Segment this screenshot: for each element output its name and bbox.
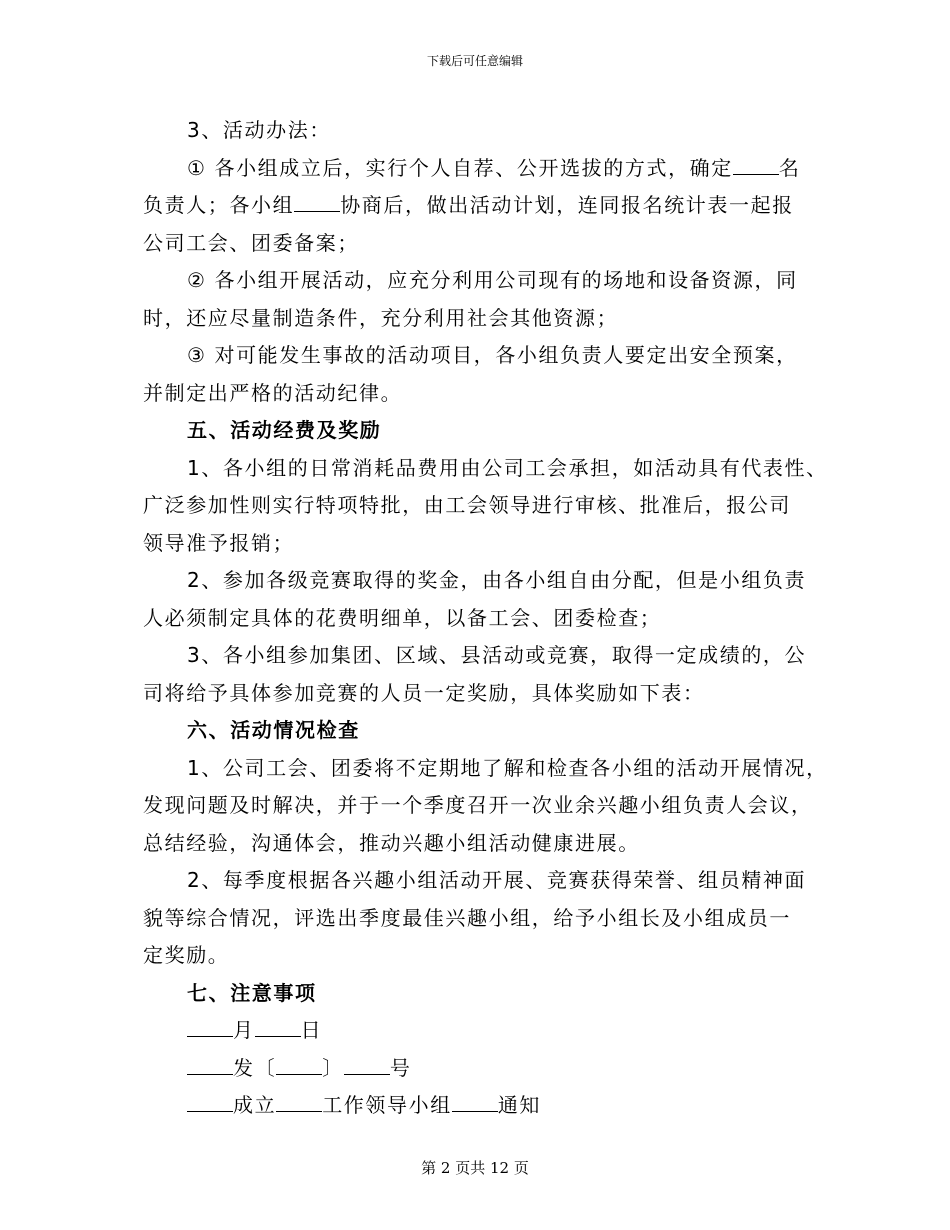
page-header: 下载后可任意编辑 <box>426 54 523 68</box>
paragraph-line: 领导准予报销； <box>143 530 295 555</box>
paragraph-line: 定奖励。 <box>143 943 230 967</box>
section-3-title: 3、活动办法： <box>187 118 331 142</box>
paragraph-line: 2、每季度根据各兴趣小组活动开展、竞赛获得荣誉、组员精神面 <box>187 868 807 892</box>
blank-field <box>187 1057 233 1075</box>
document-body <box>143 112 828 1125</box>
paragraph-line: 负责人；各小组 协商后，做出活动计划，连同报名统计表一起报 <box>143 193 794 217</box>
paragraph-line: 3、各小组参加集团、区域、县活动或竞赛，取得一定成绩的，公 <box>187 643 807 667</box>
page-footer: 第 2 页共 12 页 <box>421 1159 529 1177</box>
paragraph-line: 总结经验，沟通体会，推动兴趣小组活动健康进展。 <box>143 830 640 855</box>
paragraph-line: 貌等综合情况，评选出季度最佳兴趣小组，给予小组长及小组成员一 <box>143 905 791 930</box>
date-line: 月 日 <box>143 1012 813 1050</box>
blank-field <box>294 194 340 212</box>
paragraph-line: 时，还应尽量制造条件，充分利用社会其他资源； <box>143 305 619 330</box>
paragraph-line: 并制定出严格的活动纪律。 <box>143 380 403 405</box>
paragraph-line: ② 各小组开展活动，应充分利用公司现有的场地和设备资源，同 <box>187 268 798 292</box>
section-heading-7: 七、注意事项 <box>187 980 317 1005</box>
paragraph-line: ③ 对可能发生事故的活动项目，各小组负责人要定出安全预案， <box>187 343 798 367</box>
blank-field <box>344 1057 390 1075</box>
paragraph-line: 1、公司工会、团委将不定期地了解和检查各小组的活动开展情况， <box>187 755 828 780</box>
section-heading-6: 六、活动情况检查 <box>187 718 360 742</box>
blank-field <box>452 1094 498 1112</box>
paragraph-line: 公司工会、团委备案； <box>143 230 359 255</box>
paragraph-line: 发现问题及时解决，并于一个季度召开一次业余兴趣小组负责人会议， <box>143 793 813 817</box>
paragraph-line: 广泛参加性则实行特项特批，由工会领导进行审核、批准后，报公司 <box>143 493 791 517</box>
document-number-line: 发〔 〕 号 <box>143 1050 813 1088</box>
paragraph-line: ① 各小组成立后，实行个人自荐、公开选拔的方式，确定 名 <box>187 155 801 180</box>
notice-title-line: 成立 工作领导小组 通知 <box>143 1087 813 1125</box>
blank-field <box>255 1019 301 1037</box>
paragraph-line: 2、参加各级竞赛取得的奖金，由各小组自由分配，但是小组负责 <box>187 568 807 592</box>
paragraph-line: 1、各小组的日常消耗品费用由公司工会承担，如活动具有代表性、 <box>187 455 828 480</box>
blank-field <box>733 157 779 175</box>
paragraph-line: 司将给予具体参加竞赛的人员一定奖励，具体奖励如下表： <box>143 680 705 705</box>
paragraph-line: 人必须制定具体的花费明细单，以备工会、团委检查； <box>143 605 662 630</box>
blank-field <box>276 1094 322 1112</box>
blank-field <box>276 1057 322 1075</box>
section-heading-5: 五、活动经费及奖励 <box>187 418 382 442</box>
blank-field <box>187 1094 233 1112</box>
blank-field <box>187 1019 233 1037</box>
